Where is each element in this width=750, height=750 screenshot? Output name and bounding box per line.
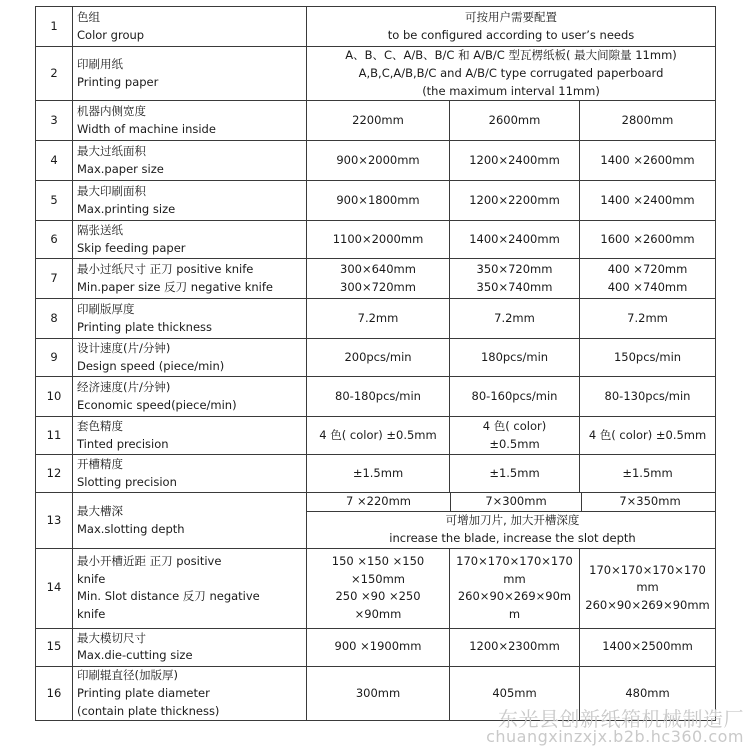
row-label-cn: 机器内侧宽度 [77,104,146,119]
value-cell: 7×350mm [582,493,716,511]
row-label-en: Printing plate diameter [77,685,210,700]
row-number: 6 [36,221,73,259]
table-row [36,221,716,259]
parameter-name [73,221,307,259]
parameter-name [73,299,307,339]
split-cell [307,493,716,548]
parameter-name [73,259,307,299]
row-number: 7 [36,259,73,299]
value-cell: 80-180pcs/min [307,377,450,417]
table-row [36,141,716,181]
value-cell: 4 色( color) ±0.5mm [580,417,716,455]
table-row [36,299,716,339]
parameter-name [73,628,307,666]
row-label-en: Tinted precision [77,436,169,451]
row-label-en: Slotting precision [77,474,177,489]
row-label-en: Max.paper size [77,161,164,176]
parameter-name [73,141,307,181]
row-number: 9 [36,339,73,377]
row-label-cn: 隔张送纸 [77,223,123,238]
value-cell: 1400×2400mm [450,221,580,259]
row-number: 15 [36,628,73,666]
row-label-en: Max.die-cutting size [77,648,193,663]
row-number: 11 [36,417,73,455]
row-number: 8 [36,299,73,339]
parameter-name [73,181,307,221]
value-cell: 2200mm [307,101,450,141]
row-label-cn-cont: knife [77,571,106,586]
cell-line: 400 ×740mm [607,279,688,294]
spanning-value [307,47,716,101]
cell-line: 350×720mm [476,262,553,277]
row-label-en: Max.slotting depth [77,521,185,536]
row-number: 5 [36,181,73,221]
table-row [36,493,716,548]
spanning-value [307,512,716,548]
value-cell: ±1.5mm [580,455,716,493]
table-row [36,259,716,299]
table-row [36,7,716,47]
row-label-cn: 印刷版厚度 [77,302,135,317]
cell-line: 250 ×90 ×250 [335,589,421,604]
value-cell: 1200×2400mm [450,141,580,181]
watermark-company: 东光县创新纸箱机械制造厂 [498,707,744,731]
row-label-en: Printing paper [77,74,159,89]
parameter-name [73,548,307,628]
value-cell: 150pcs/min [580,339,716,377]
value-cell: 7.2mm [450,299,580,339]
slot-depth-row [307,493,716,511]
value-cell: ±1.5mm [450,455,580,493]
value-cell: 1400×2500mm [580,628,716,666]
value-cell: 1400 ×2400mm [580,181,716,221]
value-cell: 7.2mm [307,299,450,339]
value-cell: 1200×2200mm [450,181,580,221]
row-label-en: Min. Slot distance 反刀 negative [77,589,260,604]
row-number: 2 [36,47,73,101]
cell-line: ×90mm [354,607,402,622]
cell-line: m [508,607,521,622]
row-number: 4 [36,141,73,181]
row-label-en: Width of machine inside [77,121,216,136]
row-label-en: Color group [77,27,145,42]
value-cell [450,548,580,628]
value-cell: 7×300mm [451,493,582,511]
row-label-en-cont: (contain plate thickness) [77,703,220,718]
row-label-cn: 最大印刷面积 [77,184,146,199]
table-row [36,377,716,417]
cell-line: ±0.5mm [489,436,540,451]
row-number: 13 [36,493,73,548]
cell-line: 150 ×150 ×150 [331,553,425,568]
cell-line: 170×170×170×170 [456,553,573,568]
parameter-name [73,101,307,141]
cell-line: mm [636,580,659,595]
value-cell: 180pcs/min [450,339,580,377]
value-cell [450,259,580,299]
spanning-line: A、B、C、A/B、B/C 和 A/B/C 型瓦楞纸板( 最大间隙量 11mm) [345,48,677,62]
row-label-cn: 色组 [77,9,100,24]
value-cell: 900×2000mm [307,141,450,181]
value-cell: 900 ×1900mm [307,628,450,666]
value-cell: 480mm [580,666,716,720]
value-cell: 900×1800mm [307,181,450,221]
parameter-name [73,417,307,455]
spanning-line: A,B,C,A/B,B/C and A/B/C type corrugated paperboard [358,65,664,80]
value-cell: 1400 ×2600mm [580,141,716,181]
value-cell: 405mm [450,666,580,720]
value-cell: 80-130pcs/min [580,377,716,417]
spanning-line: (the maximum interval 11mm) [422,83,600,98]
value-cell [450,417,580,455]
slot-depth-note-row [307,512,716,548]
cell-line: 260×90×269×90mm [585,598,710,613]
row-label-cn: 经济速度(片/分钟) [77,380,171,395]
value-cell: 7.2mm [580,299,716,339]
table-row [36,101,716,141]
row-label-cn: 开槽精度 [77,457,123,472]
value-cell [580,548,716,628]
row-label-en: Design speed (piece/min) [77,358,225,373]
row-label-en: Printing plate thickness [77,319,212,334]
table-row [36,455,716,493]
spec-table [35,6,716,721]
row-label-cn: 印刷辊直径(加版厚) [77,667,178,682]
row-label-en: Skip feeding paper [77,240,186,255]
value-cell: 200pcs/min [307,339,450,377]
row-label-cn: 设计速度(片/分钟) [77,341,171,356]
table-row [36,339,716,377]
row-label-en: Min.paper size 反刀 negative knife [77,279,273,294]
row-number: 16 [36,666,73,720]
value-cell: 1100×2000mm [307,221,450,259]
row-label-en: Economic speed(piece/min) [77,397,237,412]
value-cell: 300mm [307,666,450,720]
table-row [36,628,716,666]
slot-depth-subtable [307,493,716,547]
table-row [36,181,716,221]
value-cell: ±1.5mm [307,455,450,493]
cell-line: 350×740mm [476,279,553,294]
row-number: 12 [36,455,73,493]
row-label-cn: 印刷用纸 [77,56,123,71]
value-cell [307,259,450,299]
parameter-name [73,339,307,377]
row-number: 10 [36,377,73,417]
parameter-name [73,7,307,47]
watermark-url: chuangxinzxjx.b2b.hc360.com [486,727,744,746]
row-number: 14 [36,548,73,628]
parameter-name [73,455,307,493]
row-number: 1 [36,7,73,47]
spanning-line: increase the blade, increase the slot depth [389,531,636,546]
cell-line: mm [503,571,526,586]
value-cell [580,259,716,299]
value-cell [307,548,450,628]
row-label-cn: 最大模切尺寸 [77,630,146,645]
spanning-line: 可按用户需要配置 [465,9,558,24]
value-cell: 1200×2300mm [450,628,580,666]
value-cell: 7 ×220mm [307,493,451,511]
table-row [36,548,716,628]
cell-line: 300×720mm [340,279,416,294]
spanning-line: 可增加刀片, 加大开槽深度 [445,513,580,528]
spanning-value [307,7,716,47]
value-cell: 2600mm [450,101,580,141]
value-cell: 2800mm [580,101,716,141]
cell-line: 400 ×720mm [607,262,688,277]
spanning-line: to be configured according to user’s needs [387,27,635,42]
row-label-cn: 最小过纸尺寸 正刀 positive knife [77,262,254,277]
row-label-cn: 最小开槽近距 正刀 positive [77,553,222,568]
parameter-name [73,377,307,417]
value-cell: 80-160pcs/min [450,377,580,417]
table-row [36,47,716,101]
row-label-en: Max.printing size [77,201,176,216]
row-label-cn: 最大过纸面积 [77,144,146,159]
cell-line: 4 色( color) [482,419,547,434]
row-number: 3 [36,101,73,141]
row-label-en-cont: knife [77,607,106,622]
table-row [36,417,716,455]
value-cell: 4 色( color) ±0.5mm [307,417,450,455]
row-label-cn: 套色精度 [77,419,123,434]
cell-line: ×150mm [351,571,405,586]
cell-line: 170×170×170×170 [589,562,706,577]
cell-line: 300×640mm [340,262,416,277]
parameter-name [73,47,307,101]
cell-line: 260×90×269×90m [457,589,572,604]
parameter-name [73,493,307,548]
parameter-name [73,666,307,720]
value-cell: 1600 ×2600mm [580,221,716,259]
row-label-cn: 最大槽深 [77,503,123,518]
